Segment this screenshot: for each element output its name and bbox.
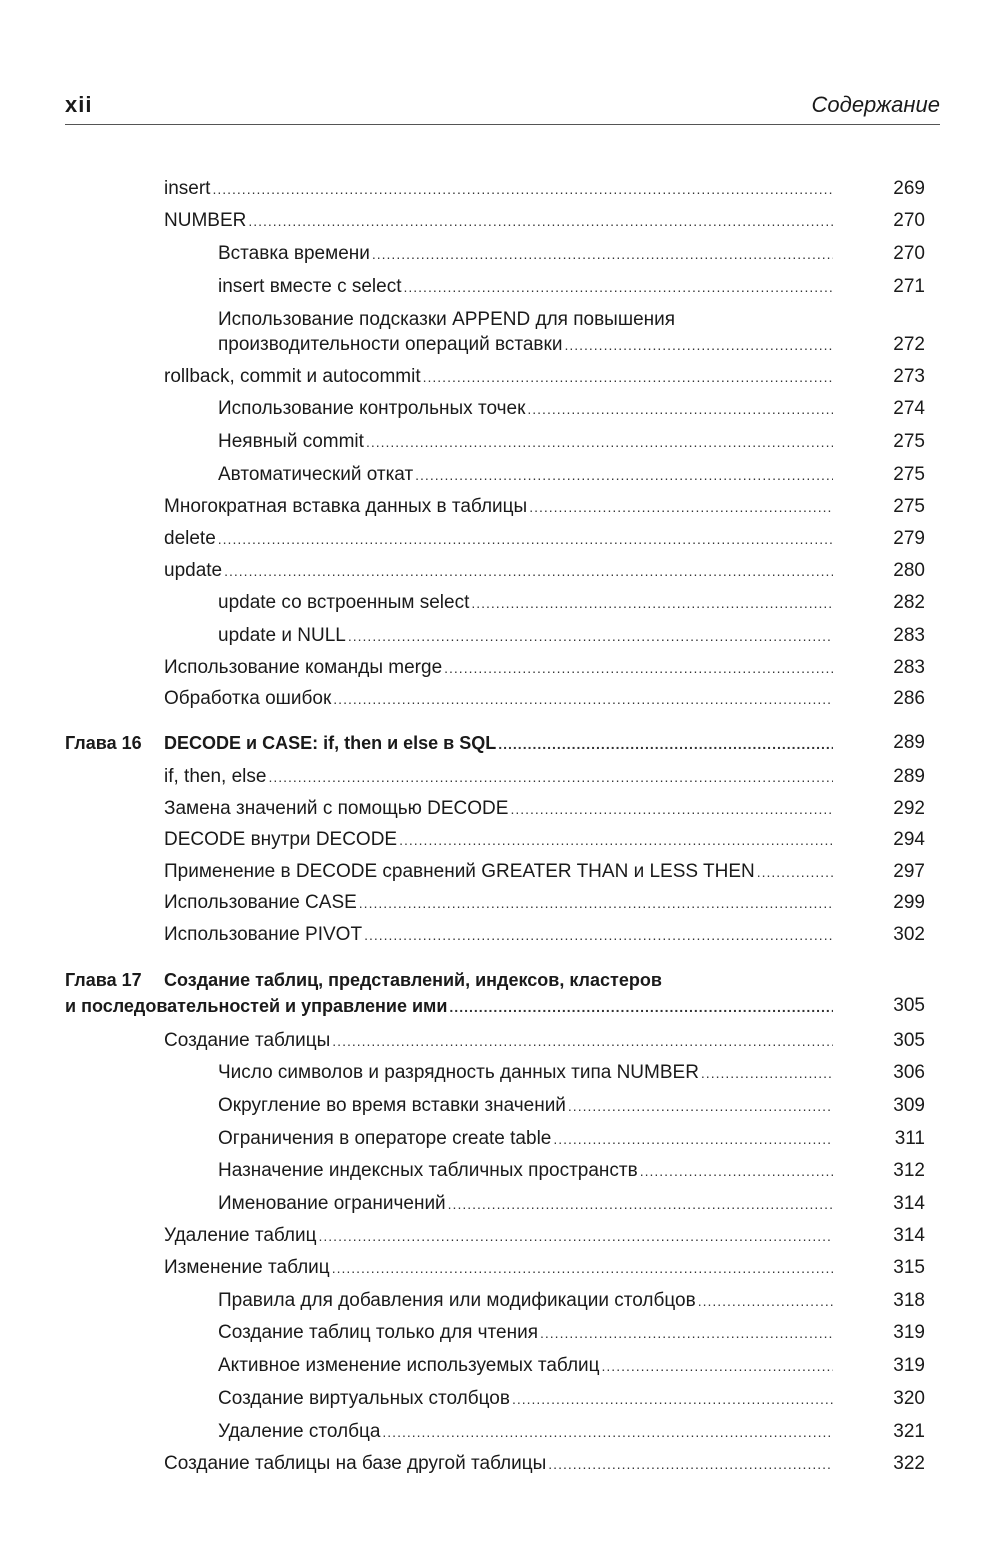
toc-page-number: 283 (893, 625, 925, 646)
toc-entry: Число символов и разрядность данных типа NUMBER ..... 306 (0, 1059, 1000, 1087)
toc-page-number: 282 (893, 592, 925, 613)
toc-entry: Замена значений с помощью DECODE ..... 292 (0, 795, 1000, 823)
toc-entry: DECODE внутри DECODE ..... 294 (0, 826, 1000, 854)
toc-page-number: 312 (893, 1160, 925, 1181)
toc-page-number: 319 (893, 1322, 925, 1343)
toc-entry: Создание таблицы на базе другой таблицы ..... 322 (0, 1450, 1000, 1478)
toc-entry: update ..... 280 (0, 557, 1000, 585)
toc-page-number: 279 (893, 528, 925, 549)
page-number: xii (65, 92, 93, 117)
toc-page-number: 305 (893, 995, 925, 1016)
toc-page-number: 320 (893, 1388, 925, 1409)
toc-entry: update со встроенным select ..... 282 (0, 589, 1000, 617)
toc-page-number: 297 (893, 861, 925, 882)
toc-page-number: 289 (893, 732, 925, 753)
toc-entry: update и NULL ..... 283 (0, 622, 1000, 650)
toc-page-number: 272 (893, 334, 925, 355)
toc-entry: Активное изменение используемых таблиц ..... 319 (0, 1352, 1000, 1380)
toc-entry: delete ..... 279 (0, 525, 1000, 553)
toc-chapter-entry: DECODE и CASE: if, then и else в SQL ..... 289 (0, 729, 1000, 757)
toc-entry: Создание таблицы ..... 305 (0, 1027, 1000, 1055)
toc-entry: Использование PIVOT ..... 302 (0, 921, 1000, 949)
toc-entry: Удаление таблиц ..... 314 (0, 1222, 1000, 1250)
toc-entry: Вставка времени ..... 270 (0, 240, 1000, 268)
toc-entry: Использование команды merge ..... 283 (0, 654, 1000, 682)
toc-page-number: 274 (893, 398, 925, 419)
toc-page-number: 305 (893, 1030, 925, 1051)
toc-page-number: 315 (893, 1257, 925, 1278)
toc-page-number: 314 (893, 1225, 925, 1246)
chapter-label: Глава 17 (65, 970, 142, 990)
toc-page-number: 275 (893, 464, 925, 485)
toc-page-number: 270 (893, 243, 925, 264)
toc-entry-first-line: Использование подсказки APPEND для повышения (218, 309, 676, 330)
toc-entry: Обработка ошибок ..... 286 (0, 685, 1000, 713)
toc-page-number: 311 (894, 1128, 925, 1149)
toc-page-number: 280 (893, 560, 925, 581)
toc-entry: Удаление столбца ..... 321 (0, 1418, 1000, 1446)
toc-page-number: 275 (893, 431, 925, 452)
toc-entry: Автоматический откат ..... 275 (0, 461, 1000, 489)
toc-page-number: 269 (893, 178, 925, 199)
toc-page-number: 271 (893, 276, 925, 297)
toc-page-number: 302 (893, 924, 925, 945)
toc-page-number: 270 (893, 210, 925, 231)
toc-page-number: 273 (893, 366, 925, 387)
toc-page-number: 292 (893, 798, 925, 819)
toc-entry: Использование контрольных точек ..... 274 (0, 395, 1000, 423)
toc-page-number: 283 (893, 657, 925, 678)
toc-chapter-entry: и последовательностей и управление ими ..... 305 (0, 992, 1000, 1020)
toc-entry: insert ..... 269 (0, 175, 1000, 203)
toc-entry: производительности операций вставки ..... 272 (0, 331, 1000, 359)
toc-page-number: 299 (893, 892, 925, 913)
toc-page-number: 275 (893, 496, 925, 517)
toc-entry: Создание виртуальных столбцов ..... 320 (0, 1385, 1000, 1413)
toc-page-number: 306 (893, 1062, 925, 1083)
page-header (65, 88, 940, 125)
running-title: Содержание (811, 92, 940, 117)
toc-page-number: 309 (893, 1095, 925, 1116)
toc-page-number: 294 (893, 829, 925, 850)
toc-entry: insert вместе с select ..... 271 (0, 273, 1000, 301)
toc-page-number: 321 (893, 1421, 925, 1442)
toc-page-number: 322 (893, 1453, 925, 1474)
toc-entry: Многократная вставка данных в таблицы ..... 275 (0, 493, 1000, 521)
toc-entry: Применение в DECODE сравнений GREATER THAN и LESS THEN ..... 297 (0, 858, 1000, 886)
toc-entry: Назначение индексных табличных пространств ..... 312 (0, 1157, 1000, 1185)
toc-entry: Именование ограничений ..... 314 (0, 1190, 1000, 1218)
toc-page-number: 289 (893, 766, 925, 787)
chapter-label: Глава 16 (65, 733, 142, 753)
toc-page-number: 319 (893, 1355, 925, 1376)
toc-entry: if, then, else ..... 289 (0, 763, 1000, 791)
toc-entry: Использование CASE ..... 299 (0, 889, 1000, 917)
toc-entry: rollback, commit и autocommit ..... 273 (0, 363, 1000, 391)
toc-page-number: 286 (893, 688, 925, 709)
toc-entry: NUMBER ..... 270 (0, 207, 1000, 235)
toc-entry: Округление во время вставки значений ..... 309 (0, 1092, 1000, 1120)
toc-page-number: 318 (893, 1290, 925, 1311)
toc-entry: Правила для добавления или модификации столбцов ..... 318 (0, 1287, 1000, 1315)
toc-page-number: 314 (893, 1193, 925, 1214)
toc-entry: Создание таблиц только для чтения ..... 319 (0, 1319, 1000, 1347)
toc-entry: Изменение таблиц ..... 315 (0, 1254, 1000, 1282)
toc-entry-first-line: Создание таблиц, представлений, индексов, кластеров (164, 970, 662, 990)
toc-entry: Неявный commit ..... 275 (0, 428, 1000, 456)
toc-entry: Ограничения в операторе create table ..... 311 (0, 1125, 1000, 1153)
